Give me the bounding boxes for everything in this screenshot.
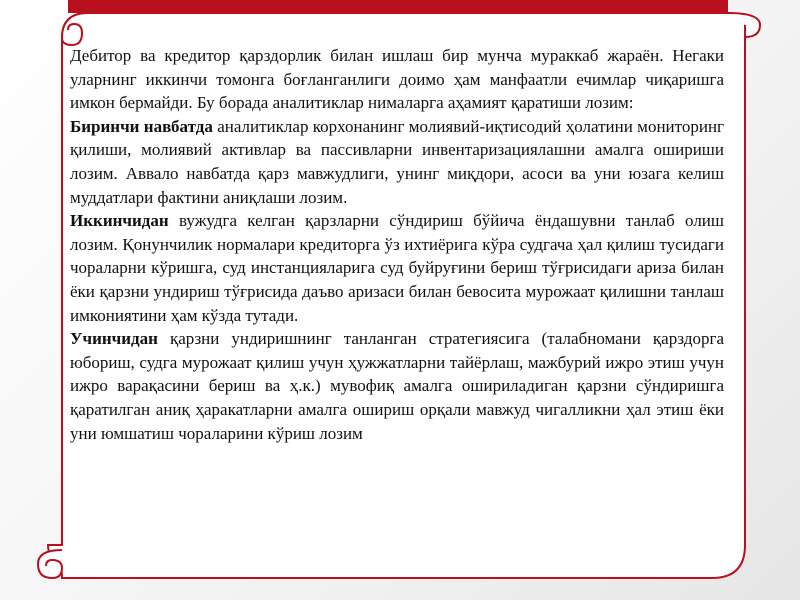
paragraph-text: вужудга келган қарзларни сўндириш бўйича ёндашувни танлаб олиш лозим. Қонунчилик нормалари кредиторга ўз ихтиёрига кўра судгача ҳал қилиш тусидаги чораларни кўришга, суд инстанцияларига суд буйруғини бериш тўғрисидаги ариза билан ёки қарзни ундириш тўғрисида даъво аризаси билан бевосита мурожаат қилишни танлаш имкониятини ҳам кўзда тутади.: [70, 211, 724, 325]
paragraph-third: [70, 327, 724, 445]
paragraph-second: [70, 209, 724, 327]
paragraph-first: [70, 115, 724, 209]
paragraph-text: қарзни ундиришнинг танланган стратегиясига (талабномани қарздорга юбориш, судга мурожаат қилиш учун ҳужжатларни тайёрлаш, мажбурий ижро этиш учун ижро варақасини бериш ва ҳ.к.) мувофиқ амалга ошириладиган қарзни сўндиришга қаратилган аниқ ҳаракатларни амалга ошириш орқали мавжуд чигалликни ҳал этиш ёки уни юмшатиш чораларини кўриш лозим: [70, 329, 724, 443]
paragraph-text: Дебитор ва кредитор қарздорлик билан ишлаш бир мунча мураккаб жараён. Негаки уларнинг иккинчи томонга боғланганлиги доимо ҳам манфаатли ечимлар чиқаришга имкон бермайди. Бу борада аналитиклар нималарга аҳамият қаратиши лозим:: [70, 46, 724, 113]
paragraph-text: аналитиклар корхонанинг молиявий-иқтисодий ҳолатини мониторинг қилиши, молиявий активлар ва пассивларни инвентаризациялашни амалга ошириши лозим. Аввало навбатда қарз мавжудлиги, унинг миқдори, асоси ва уни юзага келиш муддатлари фактини аниқлаши лозим.: [70, 116, 725, 207]
document-body: [70, 44, 724, 445]
paragraph-lead: Учинчидан: [70, 329, 158, 349]
paragraph-lead: Биринчи навбатда: [70, 116, 213, 136]
paragraph-intro: [70, 44, 724, 115]
paragraph-lead: Иккинчидан: [70, 211, 169, 231]
